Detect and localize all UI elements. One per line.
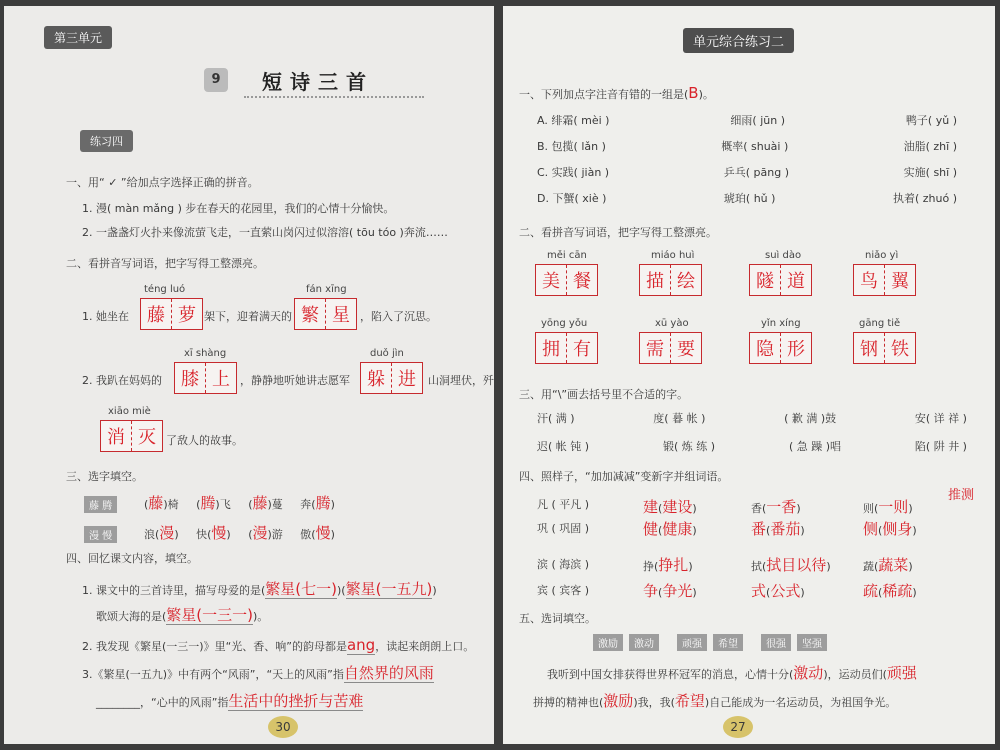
pinyin: miáo huì: [651, 250, 695, 261]
left-page: [4, 6, 494, 744]
lesson-header: [204, 66, 444, 96]
lesson-number: 9: [204, 68, 228, 92]
char: 躲: [361, 363, 392, 393]
r-q4-b2: 番(番茄): [751, 520, 805, 538]
r-q4-b1: 香(一香): [751, 498, 801, 516]
pinyin-fanxing: fán xīng: [306, 284, 347, 295]
char: 萝: [178, 305, 196, 326]
q2-heading: 二、看拼音写词语，把字写得工整漂亮。: [66, 257, 264, 270]
word-box-tengluo: [140, 298, 203, 330]
word-box: 隐 形: [749, 332, 812, 364]
word-box-fanxing: [294, 298, 357, 330]
r-q4-heading: 四、照样子，“加加减减”变新字并组词语。: [519, 470, 729, 483]
r-q4-f2: 疏(稀疏): [863, 582, 917, 600]
r-q5-options: 激励 激动 顽强 希望 很强 坚强: [593, 634, 827, 651]
right-page: [503, 6, 995, 744]
r-q3-row1: 汗( 满 ) 度( 暮 帐 ) ( 歉 满 )鼓 安( 详 祥 ): [537, 412, 967, 425]
pinyin: yōng yǒu: [541, 318, 588, 329]
char: 膝: [175, 363, 206, 393]
q4-line3: 3.《繁星(一五九)》中有两个“风雨”，“天上的风雨”指自然界的风雨: [82, 664, 434, 682]
q4-line2: 2. 我发现《繁星(一三一)》里“光、香、响”的韵母都是ang，读起来朗朗上口。: [82, 636, 475, 654]
char: 藤: [141, 299, 172, 329]
q4-heading: 四、回忆课文内容，填空。: [66, 552, 198, 565]
r-q4-c2: 侧(侧身): [863, 520, 917, 538]
q3-row2-options: 漫 慢: [84, 524, 117, 543]
char: 灭: [138, 427, 156, 448]
q3-row1: (藤)椅 (腾)飞 (藤)蔓 奔(腾): [144, 494, 335, 512]
word-box: 钢 铁: [853, 332, 916, 364]
option-row: D. 下蟹( xiè ) 琥珀( hǔ ) 执着( zhuó ): [537, 192, 957, 205]
pinyin-xishang: xī shàng: [184, 348, 227, 359]
r-q4-a1: 建(建设): [643, 498, 697, 516]
lesson-title: 短诗三首: [262, 70, 374, 94]
r-q4-d2: 争(争光): [643, 582, 697, 600]
word-box-xishang: [174, 362, 237, 394]
title-underline: [244, 96, 424, 98]
pinyin: gāng tiě: [859, 318, 901, 329]
page-number: 30: [268, 716, 298, 738]
word-box-duojin: [360, 362, 423, 394]
q4-line3b: ________，“心中的风雨”指生活中的挫折与苦难: [96, 692, 364, 710]
q2-s2c: 山洞埋伏，歼: [428, 374, 494, 387]
r-q3-row2: 迟( 帐 钝 ) 锻( 炼 练 ) ( 急 躁 )唱 陷( 阱 井 ): [537, 440, 967, 453]
section-badge: 单元综合练习二: [683, 28, 794, 53]
pinyin-duojin: duǒ jìn: [370, 348, 404, 359]
option-row: A. 绯霜( mèi ) 细雨( jūn ) 鸭子( yǔ ): [537, 114, 957, 127]
r-q5-heading: 五、选词填空。: [519, 612, 596, 625]
pinyin: suì dào: [765, 250, 802, 261]
r-q4-a2: 健(健康): [643, 520, 697, 538]
pinyin-xiaomie: xiāo miè: [108, 406, 151, 417]
q1-line1: 1. 漫( màn mǎng ) 步在春天的花园里，我们的心情十分愉快。: [82, 202, 395, 215]
r-q4-e2: 式(公式): [751, 582, 805, 600]
char: 星: [332, 305, 350, 326]
r-q5-sentence1: 我听到中国女排获得世界杯冠军的消息，心情十分(激动)，运动员们(顽强: [547, 664, 917, 682]
char: 进: [398, 369, 416, 390]
pinyin: měi cān: [547, 250, 587, 261]
r-q2-heading: 二、看拼音写词语，把字写得工整漂亮。: [519, 226, 717, 239]
q2-s1a: 1. 她坐在: [82, 310, 129, 323]
r-q5-sentence2: 拼搏的精神也(激励)我，我(希望)自己能成为一名运动员，为祖国争光。: [533, 692, 897, 710]
q1-heading: 一、用“ ✓ ”给加点字选择正确的拼音。: [66, 176, 259, 189]
q4-line1b: 歌颂大海的是(繁星(一三一))。: [96, 606, 269, 624]
r-q4-base1: 凡 ( 平凡 ): [537, 498, 590, 511]
r-q4-base2: 巩 ( 巩固 ): [537, 522, 590, 535]
unit-badge: 第三单元: [44, 26, 112, 49]
word-box: 需 要: [639, 332, 702, 364]
r-q4-base4: 宾 ( 宾客 ): [537, 584, 590, 597]
word-box: 描 绘: [639, 264, 702, 296]
word-box: 拥 有: [535, 332, 598, 364]
char: 消: [101, 421, 132, 451]
pinyin: xū yào: [655, 318, 689, 329]
r-q4-d1: 挣(挣扎): [643, 556, 693, 574]
r-q4-base3: 滨 ( 海滨 ): [537, 558, 590, 571]
q2-s2b: ，静静地听她讲志愿军: [240, 374, 350, 387]
pinyin: yǐn xíng: [761, 318, 801, 329]
word-box: 隧 道: [749, 264, 812, 296]
r-q4-e1: 拭(拭目以待): [751, 556, 831, 574]
q3-row1-options: 藤 腾: [84, 494, 117, 513]
r-q1-heading: 一、下列加点字注音有错的一组是(B)。: [519, 84, 714, 102]
q4-line1: 1. 课文中的三首诗里，描写母爱的是(繁星(七一))(繁星(一五九)): [82, 580, 437, 598]
option-row: B. 包揽( lǎn ) 概率( shuài ) 油脂( zhī ): [537, 140, 957, 153]
word-box-xiaomie: [100, 420, 163, 452]
q3-row2: 浪(漫) 快(慢) (漫)游 傲(慢): [144, 524, 335, 542]
r-q3-heading: 三、用“\”画去括号里不合适的字。: [519, 388, 689, 401]
char: 上: [212, 369, 230, 390]
r-q4-c1: 则(一则): [863, 498, 913, 516]
char: 繁: [295, 299, 326, 329]
pinyin-tengluo: téng luó: [144, 284, 186, 295]
q2-s1c: ，陷入了沉思。: [360, 310, 437, 323]
q2-s2a: 2. 我趴在妈妈的: [82, 374, 162, 387]
word-box: 美 餐: [535, 264, 598, 296]
r-q4-extra: 推测: [948, 488, 975, 503]
q3-heading: 三、选字填空。: [66, 470, 143, 483]
q2-s1b: 架下，迎着满天的: [204, 310, 292, 323]
r-q4-f1: 蔬(蔬菜): [863, 556, 913, 574]
practice-badge: 练习四: [80, 130, 133, 152]
page-number: 27: [723, 716, 753, 738]
q1-line2: 2. 一盏盏灯火扑来像流萤飞走，一直萦山岗闪过似溶溶( tōu tóo )奔流……: [82, 226, 448, 239]
option-row: C. 实践( jiàn ) 乒乓( pāng ) 实施( shī ): [537, 166, 957, 179]
r-q1-options: [537, 112, 957, 216]
q2-s3: 了敌人的故事。: [166, 434, 243, 447]
pinyin: niǎo yì: [865, 250, 899, 261]
word-box: 鸟 翼: [853, 264, 916, 296]
